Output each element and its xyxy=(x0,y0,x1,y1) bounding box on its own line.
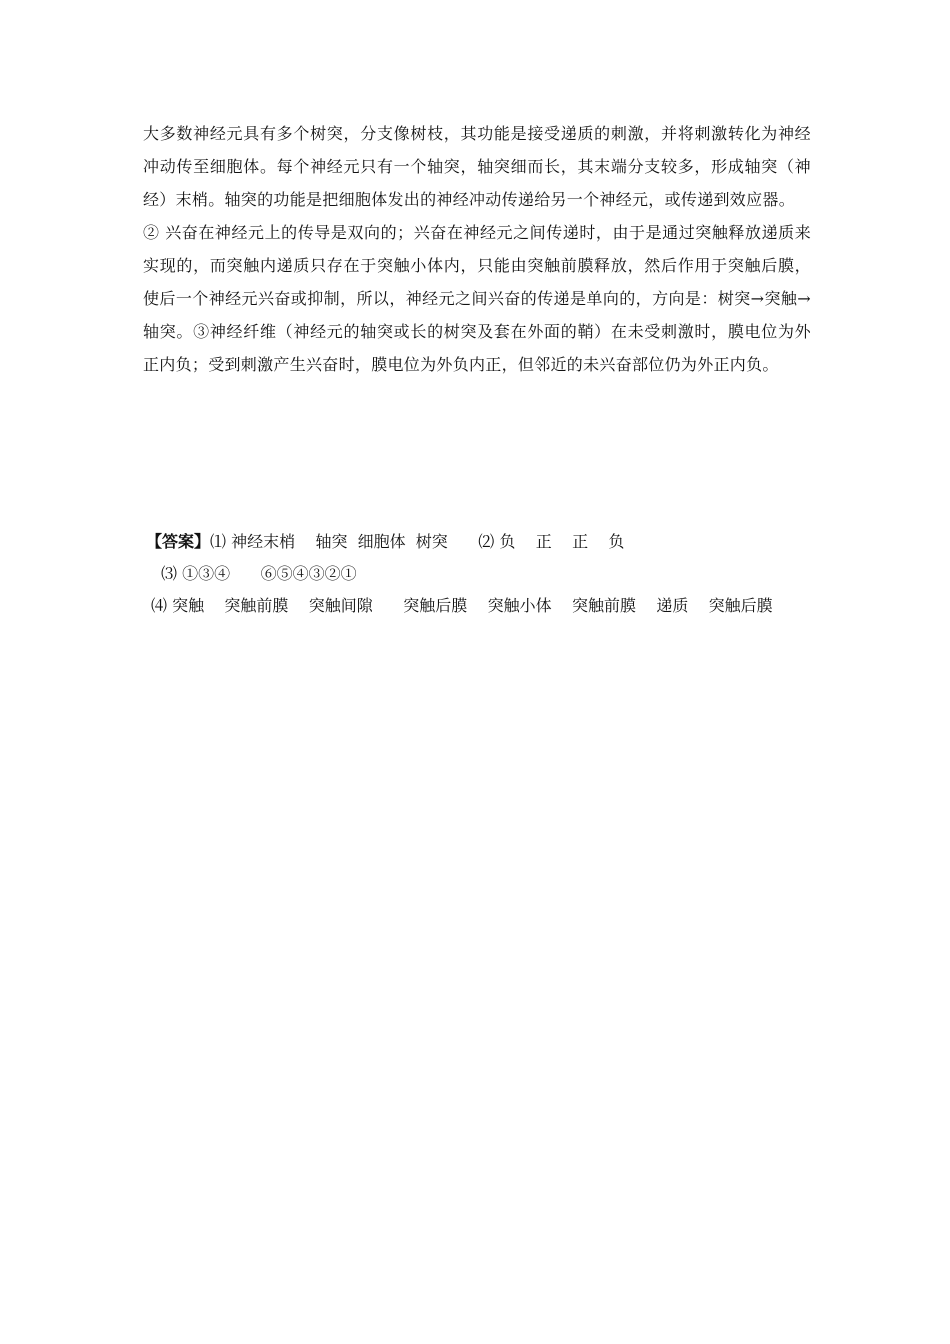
answer-part-1-2: ⑴ 神经末梢 轴突 细胞体 树突 ⑵ 负 正 正 负 xyxy=(210,532,625,551)
answer-label: 【答案】 xyxy=(146,532,211,551)
explanation-text xyxy=(143,117,811,381)
answer-line-3: ⑷ 突触 突触前膜 突触间隙 突触后膜 突触小体 突触前膜 递质 突触后膜 xyxy=(151,596,773,615)
paragraph-excitation-transmission: ② 兴奋在神经元上的传导是双向的；兴奋在神经元之间传递时，由于是通过突触释放递质来实现的，而突触内递质只存在于突触小体内，只能由突触前膜释放，然后作用于突触后膜，使后一个神经元兴奋或抑制，所以，神经元之间兴奋的传递是单向的，方向是：树突→突触→轴突。③神经纤维（神经元的轴突或长的树突及套在外面的鞘）在未受刺激时，膜电位为外正内负；受到刺激产生兴奋时，膜电位为外负内正，但邻近的未兴奋部位仍为外正内负。 xyxy=(143,223,811,374)
answer-line-2: ⑶ ①③④ ⑥⑤④③②① xyxy=(161,564,357,583)
answer-section xyxy=(143,526,843,622)
answer-line-1 xyxy=(143,526,843,558)
paragraph-dendrite-axon: 大多数神经元具有多个树突，分支像树枝，其功能是接受递质的刺激，并将刺激转化为神经冲动传至细胞体。每个神经元只有一个轴突，轴突细而长，其末端分支较多，形成轴突（神经）末梢。轴突的功能是把细胞体发出的神经冲动传递给另一个神经元，或传递到效应器。 xyxy=(143,124,811,209)
